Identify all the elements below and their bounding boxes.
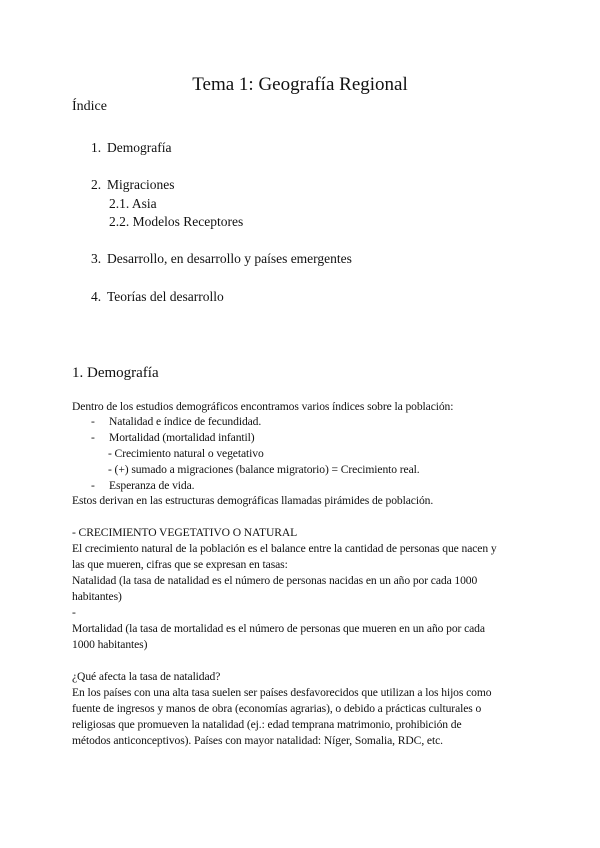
toc-item-label: Desarrollo, en desarrollo y países emergentes [107,251,352,266]
growth-line: Natalidad (la tasa de natalidad es el número de personas nacidas en un año por cada 1000 [72,574,478,587]
bullet-item [91,415,261,428]
page-title: Tema 1: Geografía Regional [192,74,408,95]
growth-line: 1000 habitantes) [72,638,148,651]
index-heading: Índice [72,99,107,114]
bullet-item [91,479,194,492]
toc-item-number: 3. [91,251,102,266]
bullet-text: Natalidad e índice de fecundidad. [109,415,262,428]
bullet-item [91,431,255,444]
toc-item-teorias [91,289,224,305]
answer-line: fuente de ingresos y manos de obra (economías agrarias), o debido a prácticas culturales o [72,702,482,715]
bullet-dash: - [91,415,95,428]
growth-line: habitantes) [72,590,122,603]
bullet-text: Esperanza de vida. [109,479,195,492]
bullet-text: Mortalidad (mortalidad infantil) [109,431,255,444]
sub-bullet-item: - (+) sumado a migraciones (balance migratorio) = Crecimiento real. [108,463,420,476]
toc-item-number: 4. [91,289,102,304]
toc-item-label: Migraciones [107,177,175,192]
growth-line: las que mueren, cifras que se expresan en tasas: [72,558,288,571]
pyramids-text: Estos derivan en las estructuras demográficas llamadas pirámides de población. [72,494,434,507]
toc-item-desarrollo [91,251,352,267]
sub-bullet-item: - Crecimiento natural o vegetativo [108,447,264,460]
toc-item-demografia [91,140,171,156]
toc-subitem-asia: 2.1. Asia [109,196,157,211]
answer-line: métodos anticonceptivos). Países con mayor natalidad: Níger, Somalia, RDC, etc. [72,734,443,747]
toc-item-number: 1. [91,140,102,155]
growth-line: Mortalidad (la tasa de mortalidad es el número de personas que mueren en un año por cada [72,622,485,635]
intro-text: Dentro de los estudios demográficos encontramos varios índices sobre la población: [72,400,454,413]
answer-line: religiosas que promueven la natalidad (ej.: edad temprana matrimonio, prohibición de [72,718,462,731]
answer-line: En los países con una alta tasa suelen ser países desfavorecidos que utilizan a los hijos como [72,686,492,699]
toc-item-number: 2. [91,177,102,192]
toc-item-label: Demografía [107,140,172,155]
toc-subitem-modelos-receptores: 2.2. Modelos Receptores [109,214,244,229]
toc-item-label: Teorías del desarrollo [107,289,224,304]
section-heading: 1. Demografía [72,365,159,381]
bullet-dash: - [91,431,95,444]
bullet-dash: - [91,479,95,492]
question-text: ¿Qué afecta la tasa de natalidad? [72,670,221,683]
growth-heading: - CRECIMIENTO VEGETATIVO O NATURAL [72,526,298,539]
toc-item-migraciones [91,177,174,193]
growth-line: El crecimiento natural de la población es el balance entre la cantidad de personas que nacen y [72,542,497,555]
growth-line: - [72,606,76,619]
